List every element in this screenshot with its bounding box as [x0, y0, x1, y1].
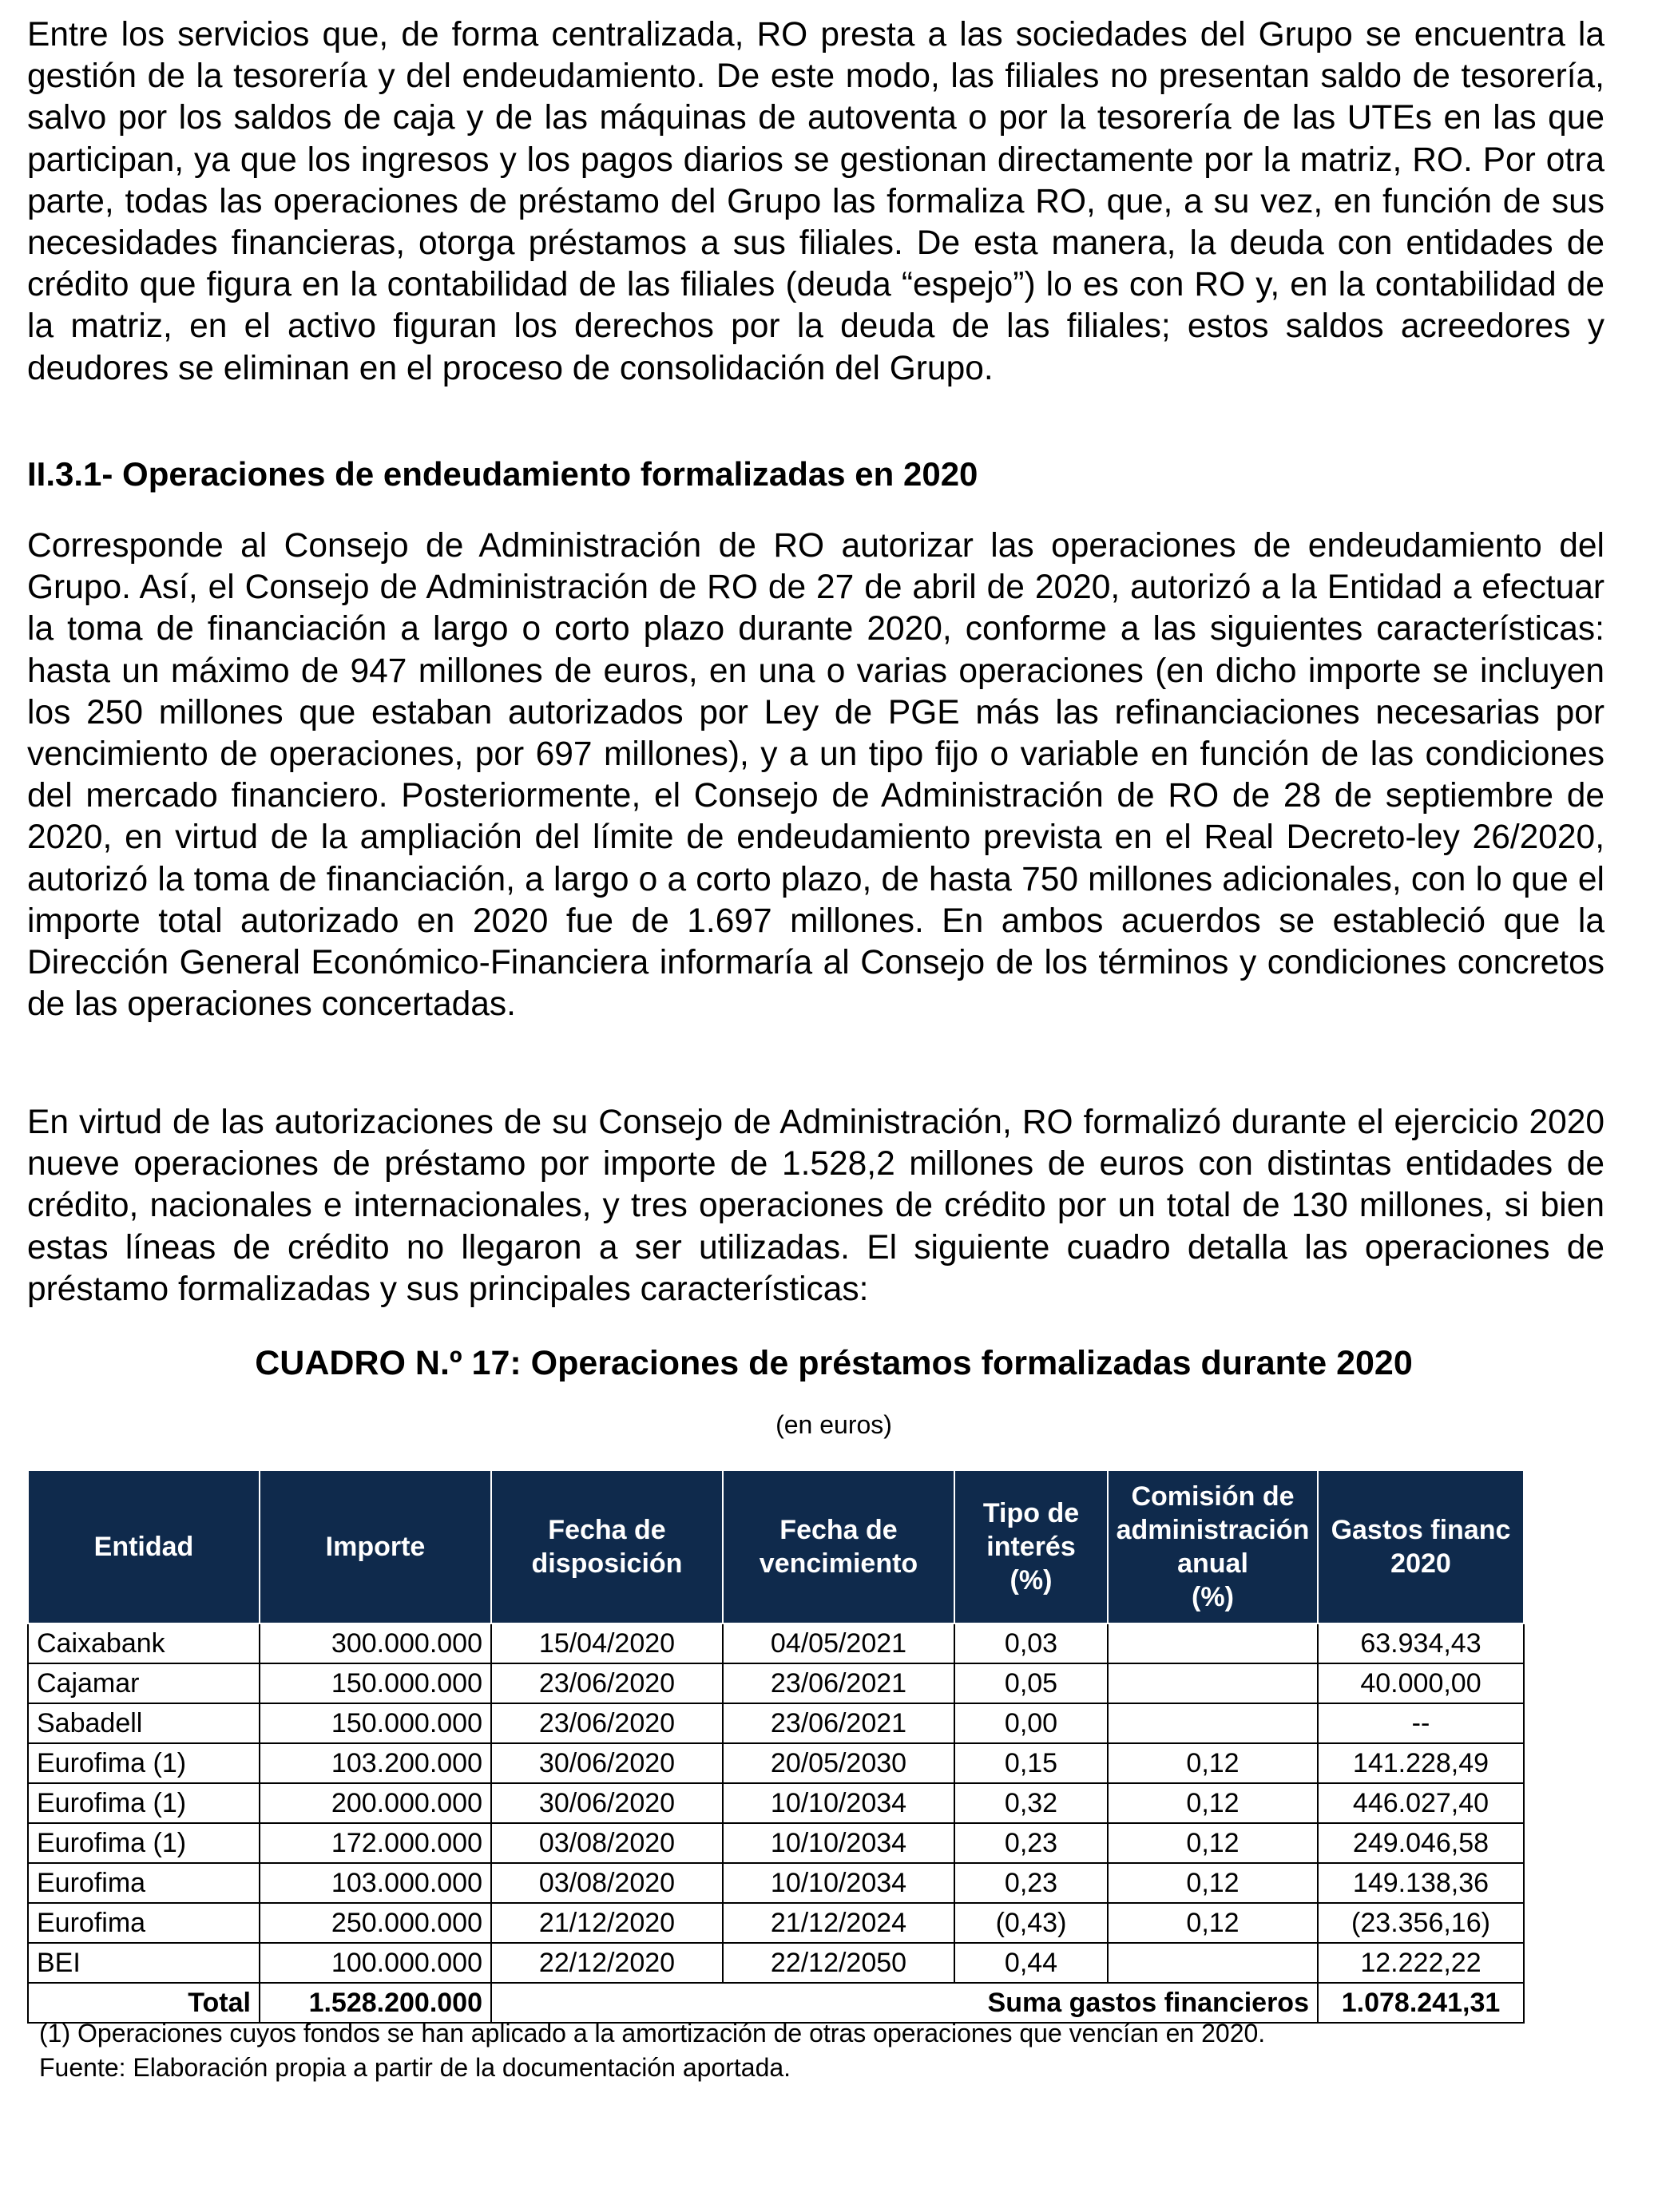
cell-gastos: 40.000,00 [1318, 1663, 1524, 1703]
cell-entidad: Eurofima (1) [28, 1743, 260, 1783]
section-heading: II.3.1- Operaciones de endeudamiento formalizadas en 2020 [27, 455, 978, 493]
cell-importe: 150.000.000 [260, 1703, 491, 1743]
cell-fecha-vencimiento: 04/05/2021 [723, 1623, 954, 1663]
cell-fecha-disposicion: 03/08/2020 [491, 1823, 723, 1863]
cell-fecha-vencimiento: 23/06/2021 [723, 1663, 954, 1703]
table-row [28, 1663, 1524, 1703]
paragraph-operations: En virtud de las autorizaciones de su Consejo de Administración, RO formalizó durante el ejercicio 2020 nueve operaciones de préstamo por importe de 1.528,2 millones de euros con distintas entidades de crédito, nacionales e internacionales, y tres operaciones de crédito por un total de 130 millones, si bien estas líneas de crédito no llegaron a ser utilizadas. El siguiente cuadro detalla las operaciones de préstamo formalizadas y sus principales características: [27, 1104, 1604, 1308]
table-row [28, 1903, 1524, 1943]
table-row [28, 1943, 1524, 1983]
table-row [28, 1823, 1524, 1863]
header-fecha-vencimiento: Fecha de vencimiento [723, 1470, 954, 1623]
cell-fecha-vencimiento: 10/10/2034 [723, 1863, 954, 1903]
cell-entidad: Eurofima (1) [28, 1783, 260, 1823]
table-row [28, 1743, 1524, 1783]
cell-gastos: 249.046,58 [1318, 1823, 1524, 1863]
cell-fecha-vencimiento: 22/12/2050 [723, 1943, 954, 1983]
cell-gastos: -- [1318, 1703, 1524, 1743]
header-importe: Importe [260, 1470, 491, 1623]
cell-importe: 172.000.000 [260, 1823, 491, 1863]
cell-fecha-disposicion: 03/08/2020 [491, 1863, 723, 1903]
cell-entidad: Caixabank [28, 1623, 260, 1663]
cell-comision: 0,12 [1108, 1783, 1318, 1823]
cell-comision [1108, 1703, 1318, 1743]
cell-importe: 250.000.000 [260, 1903, 491, 1943]
cell-tipo-interes: 0,23 [954, 1863, 1108, 1903]
cell-tipo-interes: 0,00 [954, 1703, 1108, 1743]
cell-fecha-vencimiento: 23/06/2021 [723, 1703, 954, 1743]
cell-entidad: Sabadell [28, 1703, 260, 1743]
cell-fecha-vencimiento: 20/05/2030 [723, 1743, 954, 1783]
cell-fecha-vencimiento: 10/10/2034 [723, 1823, 954, 1863]
header-fecha-disposicion: Fecha de disposición [491, 1470, 723, 1623]
cell-tipo-interes: 0,03 [954, 1623, 1108, 1663]
cell-gastos: 149.138,36 [1318, 1863, 1524, 1903]
cell-tipo-interes: 0,15 [954, 1743, 1108, 1783]
cell-fecha-vencimiento: 10/10/2034 [723, 1783, 954, 1823]
cell-fecha-disposicion: 15/04/2020 [491, 1623, 723, 1663]
cell-fecha-disposicion: 30/06/2020 [491, 1743, 723, 1783]
cell-gastos: 12.222,22 [1318, 1943, 1524, 1983]
cell-entidad: BEI [28, 1943, 260, 1983]
cell-comision [1108, 1623, 1318, 1663]
cell-fecha-vencimiento: 21/12/2024 [723, 1903, 954, 1943]
cell-comision: 0,12 [1108, 1903, 1318, 1943]
cell-importe: 100.000.000 [260, 1943, 491, 1983]
table-header-row [28, 1470, 1524, 1623]
total-label: Total [28, 1983, 260, 2023]
table-row [28, 1863, 1524, 1903]
cell-entidad: Eurofima [28, 1903, 260, 1943]
cell-importe: 200.000.000 [260, 1783, 491, 1823]
paragraph-authorization: Corresponde al Consejo de Administración de RO autorizar las operaciones de endeudamiento del Grupo. Así, el Consejo de Administración de RO de 27 de abril de 2020, autorizó a la Entidad a efectuar la toma de financiación a largo o corto plazo durante 2020, conforme a las siguientes características: hasta un máximo de 947 millones de euros, en una o varias operaciones (en dicho importe se incluyen los 250 millones que estaban autorizados por Ley de PGE más las refinanciaciones necesarias por vencimiento de operaciones, por 697 millones), y a un tipo fijo o variable en función de las condiciones del mercado financiero. Posteriormente, el Consejo de Administración de RO de 28 de septiembre de 2020, en virtud de la ampliación del límite de endeudamiento prevista en el Real Decreto-ley 26/2020, autorizó la toma de financiación, a largo o a corto plazo, de hasta 750 millones adicionales, con lo que el importe total autorizado en 2020 fue de 1.697 millones. En ambos acuerdos se estableció que la Dirección General Económico-Financiera informaría al Consejo de los términos y condiciones concretos de las operaciones concertadas. [27, 527, 1604, 1024]
cell-tipo-interes: 0,23 [954, 1823, 1108, 1863]
cell-gastos: (23.356,16) [1318, 1903, 1524, 1943]
cell-importe: 103.200.000 [260, 1743, 491, 1783]
header-gastos: Gastos financ 2020 [1318, 1470, 1524, 1623]
header-comision: Comisión de administración anual (%) [1108, 1470, 1318, 1623]
header-tipo-interes: Tipo de interés (%) [954, 1470, 1108, 1623]
cell-comision [1108, 1943, 1318, 1983]
cell-comision: 0,12 [1108, 1743, 1318, 1783]
cell-gastos: 63.934,43 [1318, 1623, 1524, 1663]
cell-fecha-disposicion: 30/06/2020 [491, 1783, 723, 1823]
cell-importe: 150.000.000 [260, 1663, 491, 1703]
table-row [28, 1783, 1524, 1823]
cell-fecha-disposicion: 23/06/2020 [491, 1703, 723, 1743]
cell-gastos: 141.228,49 [1318, 1743, 1524, 1783]
cell-importe: 103.000.000 [260, 1863, 491, 1903]
paragraph-intro: Entre los servicios que, de forma centralizada, RO presta a las sociedades del Grupo se encuentra la gestión de la tesorería y del endeudamiento. De este modo, las filiales no presentan saldo de tesorería, salvo por los saldos de caja y de las máquinas de autoventa o por la tesorería de las UTEs en las que participan, ya que los ingresos y los pagos diarios se gestionan directamente por la matriz, RO. Por otra parte, todas las operaciones de préstamo del Grupo las formaliza RO, que, a su vez, en función de sus necesidades financieras, otorga préstamos a sus filiales. De esta manera, la deuda con entidades de crédito que figura en la contabilidad de las filiales (deuda “espejo”) lo es con RO y, en la contabilidad de la matriz, en el activo figuran los derechos por la deuda de las filiales; estos saldos acreedores y deudores se eliminan en el proceso de consolidación del Grupo. [27, 16, 1604, 387]
cell-tipo-interes: (0,43) [954, 1903, 1108, 1943]
table-row [28, 1623, 1524, 1663]
cell-gastos: 446.027,40 [1318, 1783, 1524, 1823]
footnote: (1) Operaciones cuyos fondos se han aplicado a la amortización de otras operaciones que vencían en 2020. [39, 2019, 1266, 2047]
cell-comision: 0,12 [1108, 1863, 1318, 1903]
cell-fecha-disposicion: 22/12/2020 [491, 1943, 723, 1983]
cell-comision: 0,12 [1108, 1823, 1318, 1863]
cell-comision [1108, 1663, 1318, 1703]
cell-entidad: Eurofima (1) [28, 1823, 260, 1863]
header-entidad: Entidad [28, 1470, 260, 1623]
cell-fecha-disposicion: 21/12/2020 [491, 1903, 723, 1943]
table-row [28, 1703, 1524, 1743]
total-gastos-label: Suma gastos financieros [491, 1983, 1318, 2023]
cell-entidad: Eurofima [28, 1863, 260, 1903]
table-unit: (en euros) [775, 1410, 892, 1439]
total-importe: 1.528.200.000 [260, 1983, 491, 2023]
total-gastos-value: 1.078.241,31 [1318, 1983, 1524, 2023]
table-caption: CUADRO N.º 17: Operaciones de préstamos formalizadas durante 2020 [255, 1344, 1413, 1382]
cell-importe: 300.000.000 [260, 1623, 491, 1663]
cell-tipo-interes: 0,32 [954, 1783, 1108, 1823]
cell-entidad: Cajamar [28, 1663, 260, 1703]
cell-fecha-disposicion: 23/06/2020 [491, 1663, 723, 1703]
loans-table [27, 1469, 1525, 2024]
cell-tipo-interes: 0,44 [954, 1943, 1108, 1983]
source-note: Fuente: Elaboración propia a partir de la documentación aportada. [39, 2053, 791, 2082]
cell-tipo-interes: 0,05 [954, 1663, 1108, 1703]
